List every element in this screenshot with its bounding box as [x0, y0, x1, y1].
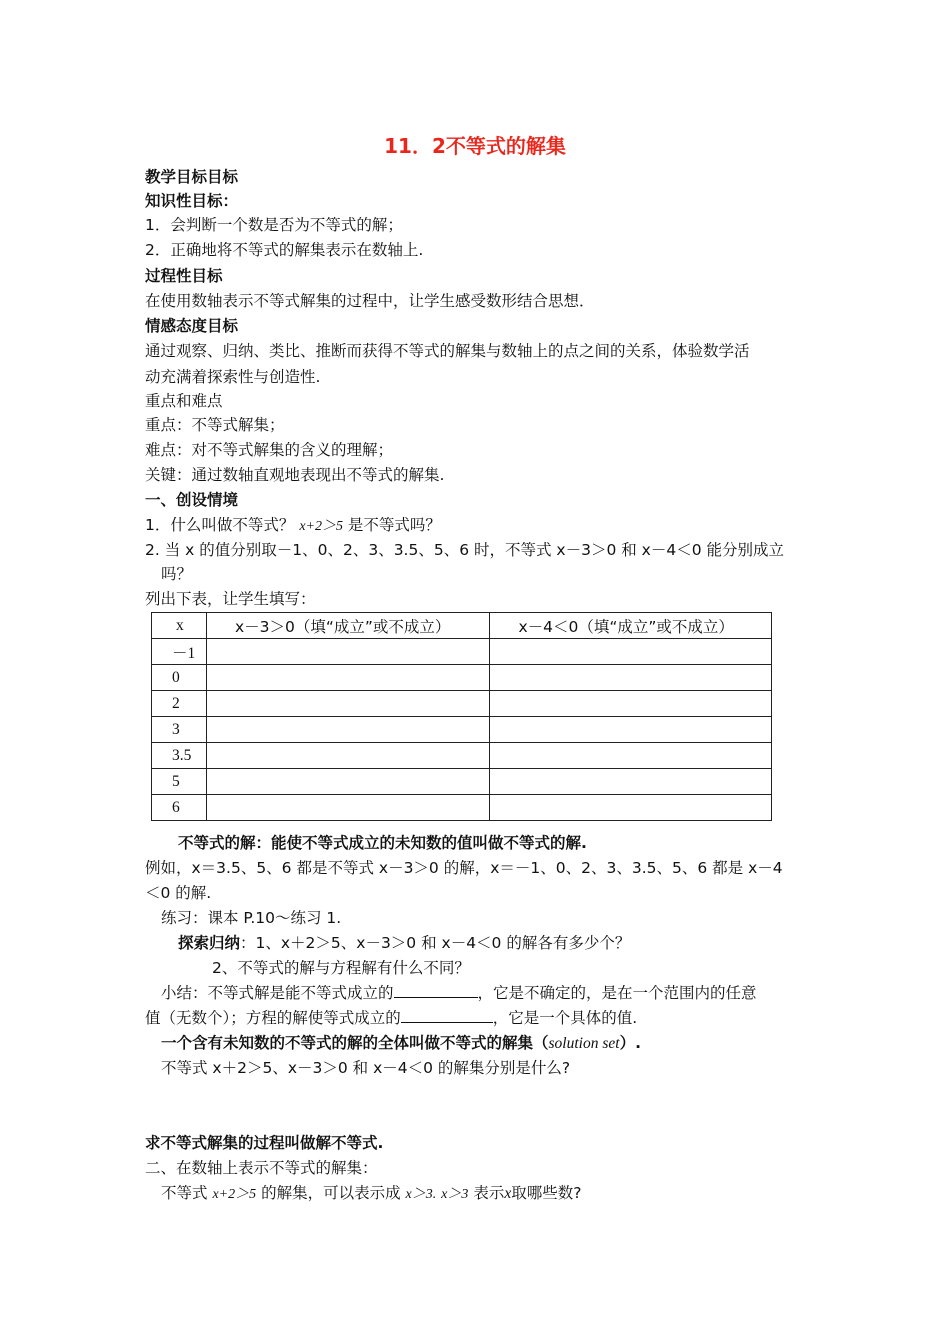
table-cell-x: 5: [152, 769, 207, 795]
knowledge-heading: 知识性目标：: [145, 192, 239, 210]
summary-2b: ，它是一个具体的值.: [492, 1009, 638, 1027]
solution-set-definition: [161, 1032, 641, 1055]
intro-c: 表示: [473, 1184, 505, 1202]
intro-d: 取哪些数?: [511, 1184, 582, 1202]
table-cell-blank[interactable]: [490, 743, 772, 769]
table-cell-x: 3: [152, 717, 207, 743]
explore-question-1: ：1、x＋2＞5、x－3＞0 和 x－4＜0 的解各有多少个？: [240, 934, 631, 952]
process-text: 在使用数轴表示不等式解集的过程中，让学生感受数形结合思想．: [145, 292, 595, 310]
numberline-intro: [161, 1182, 581, 1206]
example-line-2: ＜0 的解.: [145, 884, 212, 902]
intro-b: 的解集，可以表示成: [261, 1184, 401, 1202]
question-1-prefix: 1．什么叫做不等式？: [145, 516, 295, 534]
table-cell-blank[interactable]: [206, 639, 490, 665]
table-cell-blank[interactable]: [206, 769, 490, 795]
keypoints-difficulty: 难点：对不等式解集的含义的理解；: [145, 441, 394, 459]
table-intro: 列出下表，让学生填写：: [145, 590, 316, 608]
question-2-line-2: 吗？: [161, 565, 193, 583]
table-cell-blank[interactable]: [490, 795, 772, 821]
table-row: [152, 795, 772, 821]
emotion-text-2: 动充满着探索性与创造性.: [145, 368, 321, 386]
question-1: [145, 514, 441, 538]
table-header-inequality-2: x－4＜0（填“成立”或不成立）: [490, 613, 772, 639]
table-row: [152, 769, 772, 795]
example-line-1: 例如，x＝3.5、5、6 都是不等式 x－3＞0 的解，x＝－1、0、2、3、3.5、5、6 都是 x－4: [145, 859, 783, 877]
keypoints-key: 关键：通过数轴直观地表现出不等式的解集.: [145, 466, 445, 484]
table-cell-blank[interactable]: [490, 639, 772, 665]
summary-line-1: [161, 982, 757, 1004]
process-heading: 过程性目标: [145, 267, 223, 285]
explore-label: 探索归纳: [178, 934, 241, 952]
emotion-text-1: 通过观察、归纳、类比、推断而获得不等式的解集与数轴上的点之间的关系，体验数学活: [145, 342, 750, 360]
question-1-expression: x+2＞5: [299, 519, 343, 534]
summary-1a: 小结：不等式解是能不等式成立的: [161, 984, 394, 1002]
fill-in-table: [151, 612, 772, 821]
summary-2a: 值（无数个）；方程的解使等式成立的: [145, 1009, 401, 1027]
table-cell-blank[interactable]: [490, 717, 772, 743]
table-row: [152, 717, 772, 743]
section2-heading: 二、在数轴上表示不等式的解集：: [145, 1159, 378, 1177]
table-cell-x: 0: [152, 665, 207, 691]
intro-a: 不等式: [161, 1184, 208, 1202]
table-row: [152, 743, 772, 769]
table-cell-blank[interactable]: [206, 691, 490, 717]
table-header-row: [152, 613, 772, 639]
objectives-heading: 教学目标目标: [145, 168, 239, 186]
practice-line: 练习：课本 P.10～练习 1.: [161, 909, 342, 927]
emotion-heading: 情感态度目标: [145, 317, 239, 335]
table-cell-blank[interactable]: [490, 665, 772, 691]
table-header-x: x: [152, 613, 207, 639]
question-2-line-1: 2. 当 x 的值分别取－1、0、2、3、3.5、5、6 时，不等式 x－3＞0 和 x－4＜0 能分别成立: [145, 541, 784, 559]
table-cell-blank[interactable]: [206, 665, 490, 691]
summary-line-2: [145, 1007, 637, 1029]
intro-variable: x: [504, 1185, 512, 1202]
keypoints-heading: 重点和难点: [145, 392, 223, 410]
knowledge-item-2: 2．正确地将不等式的解集表示在数轴上.: [145, 241, 424, 259]
table-cell-x: －1: [152, 639, 207, 665]
summary-blank-1[interactable]: [394, 982, 478, 998]
set-def-english: solution set: [548, 1035, 620, 1052]
intro-expression-2: x＞3.: [405, 1187, 437, 1202]
set-def-b: ）.: [619, 1034, 641, 1052]
solve-definition: 求不等式解集的过程叫做解不等式.: [145, 1134, 384, 1152]
solution-set-question: 不等式 x＋2＞5、x－3＞0 和 x－4＜0 的解集分别是什么?: [161, 1059, 571, 1077]
explore-question-2: 2、不等式的解与方程解有什么不同？: [212, 959, 470, 977]
summary-blank-2[interactable]: [401, 1007, 493, 1023]
page-title: 11．2不等式的解集: [384, 134, 566, 158]
table-row: [152, 639, 772, 665]
question-1-suffix: 是不等式吗？: [347, 516, 441, 534]
intro-expression-3: x＞3: [441, 1187, 469, 1202]
section1-heading: 一、创设情境: [145, 491, 239, 509]
table-header-inequality-1: x－3＞0（填“成立”或不成立）: [206, 613, 490, 639]
table-cell-x: 3.5: [152, 743, 207, 769]
table-cell-blank[interactable]: [206, 717, 490, 743]
solution-definition: 不等式的解：能使不等式成立的未知数的值叫做不等式的解.: [178, 834, 587, 852]
table-cell-x: 2: [152, 691, 207, 717]
table-row: [152, 691, 772, 717]
table-cell-blank[interactable]: [490, 769, 772, 795]
intro-expression-1: x+2＞5: [212, 1187, 257, 1202]
set-def-a: 一个含有未知数的不等式的解的全体叫做不等式的解集（: [161, 1034, 549, 1052]
table-cell-blank[interactable]: [206, 743, 490, 769]
table-cell-blank[interactable]: [206, 795, 490, 821]
table-cell-x: 6: [152, 795, 207, 821]
table-row: [152, 665, 772, 691]
summary-1b: ，它是不确定的，是在一个范围内的任意: [477, 984, 757, 1002]
table-cell-blank[interactable]: [490, 691, 772, 717]
explore-line-1: [178, 932, 630, 954]
keypoints-focus: 重点：不等式解集；: [145, 416, 285, 434]
knowledge-item-1: 1．会判断一个数是否为不等式的解；: [145, 216, 403, 234]
